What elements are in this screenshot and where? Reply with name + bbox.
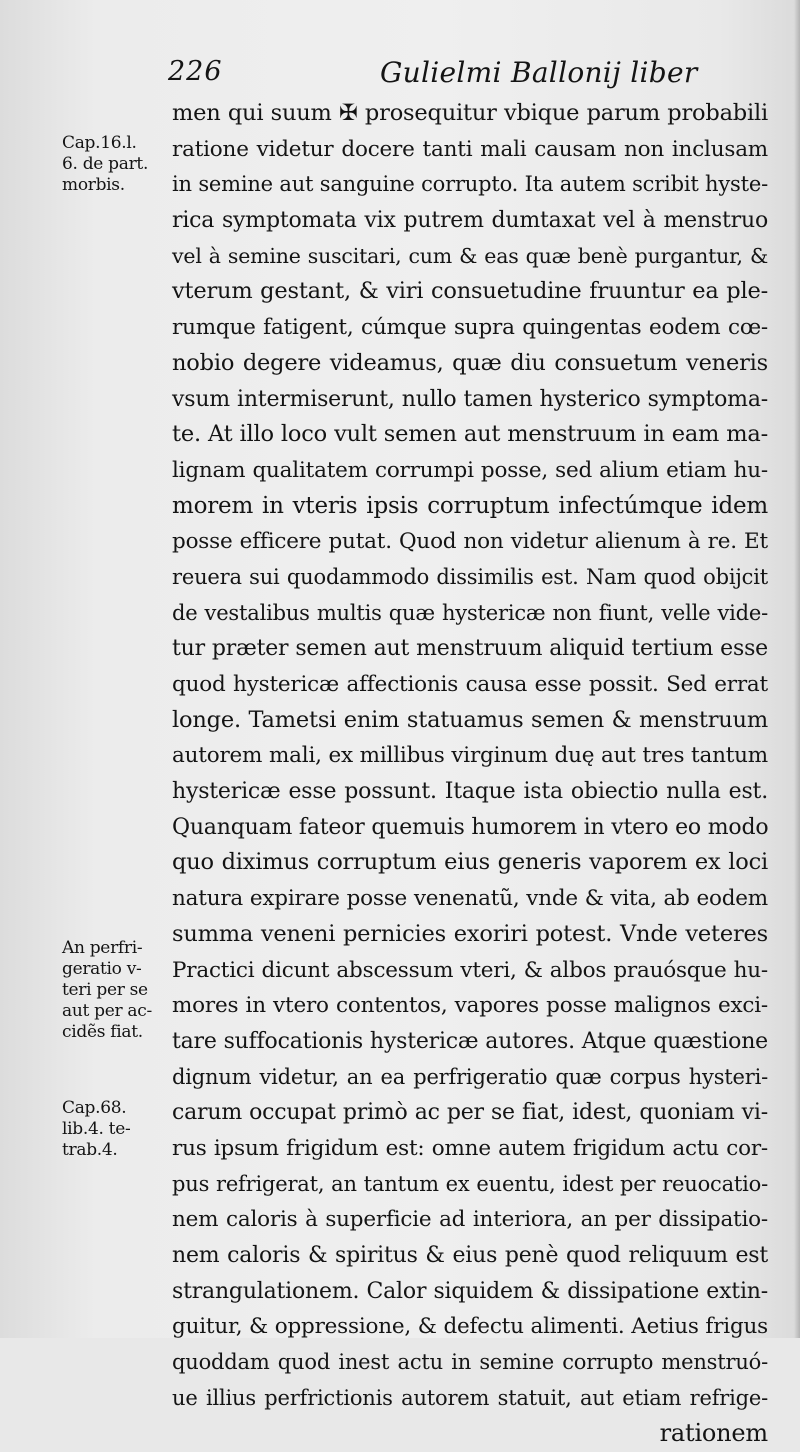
text-line: tare suffocationis hystericæ autores. Atque quæstione <box>172 1028 768 1054</box>
text-line: longe. Tametsi enim statuamus semen & menstruum <box>172 706 768 733</box>
body-text <box>172 96 768 1452</box>
text-line: in semine aut sanguine corrupto. Ita autem scribit hyste- <box>172 172 768 197</box>
text-line: posse efficere putat. Quod non videtur alienum à re. Et <box>172 529 768 555</box>
text-line: pus refrigerat, an tantum ex euentu, idest per reuocatio- <box>172 1171 768 1196</box>
running-title: Gulielmi Ballonij liber <box>380 56 698 89</box>
margin-note-line: aut per ac- <box>62 1001 152 1021</box>
text-line: tur præter semen aut menstruum aliquid tertium esse <box>172 636 768 662</box>
text-line: te. At illo loco vult semen aut menstruum in eam ma- <box>172 421 768 448</box>
text-line: Quanquam fateor quemuis humorem in vtero eo modo <box>172 814 769 840</box>
text-line: ue illius perfrictionis autorem statuit, aut etiam refrige- <box>172 1385 768 1410</box>
text-line: vterum gestant, & viri consuetudine fruuntur ea ple- <box>172 278 768 305</box>
text-line: lignam qualitatem corrumpi posse, sed alium etiam hu- <box>172 457 768 483</box>
text-line-catchword: rationem <box>659 1419 768 1448</box>
running-head <box>0 56 800 96</box>
text-line: strangulationem. Calor siquidem & dissipatione extin- <box>172 1278 768 1304</box>
margin-note-reference <box>62 133 174 196</box>
text-line: quod hystericæ affectionis causa esse possit. Sed errat <box>172 672 768 697</box>
text-line: men qui suum ✠ prosequitur vbique parum probabili <box>172 100 768 126</box>
margin-note-line: cidẽs fiat. <box>62 1022 143 1042</box>
margin-note-line: teri per se <box>62 980 148 1000</box>
text-line: autorem mali, ex millibus virginum duę aut tres tantum <box>172 743 768 769</box>
text-line: quoddam quod inest actu in semine corrupto menstruó- <box>172 1350 768 1375</box>
text-line: dignum videtur, an ea perfrigeratio quæ corpus hysteri- <box>172 1064 768 1089</box>
text-line: nobio degere videamus, quæ diu consuetum veneris <box>172 349 768 376</box>
text-line: rus ipsum frigidum est: omne autem frigidum actu cor- <box>172 1135 768 1161</box>
margin-note-line: Cap.68. <box>62 1098 127 1118</box>
text-line: guitur, & oppressione, & defectu alimenti. Aetius frigus <box>172 1314 768 1340</box>
text-line: carum occupat primò ac per se fiat, idest, quoniam vi- <box>172 1100 768 1126</box>
margin-note-line: An perfri- <box>62 938 143 958</box>
text-line: reuera sui quodammodo dissimilis est. Nam quod obijcit <box>172 564 768 589</box>
margin-note-line: geratio v- <box>62 959 142 979</box>
text-line: vsum intermiserunt, nullo tamen hysterico symptoma- <box>172 386 768 412</box>
text-line: quo diximus corruptum eius generis vaporem ex loci <box>172 849 768 876</box>
text-line: natura expirare posse venenatũ, vnde & vita, ab eodem <box>172 886 768 912</box>
text-line: ratione videtur docere tanti mali causam non inclusam <box>172 136 768 162</box>
margin-note-line: Cap.16.l. <box>62 133 137 153</box>
text-line: rica symptomata vix putrem dumtaxat vel à menstruo <box>172 208 768 234</box>
text-line: mores in vtero contentos, vapores posse malignos exci- <box>172 993 768 1019</box>
page-edge-shadow <box>794 0 800 1338</box>
text-line: nem caloris & spiritus & eius penè quod reliquum est <box>172 1243 768 1268</box>
text-line: rumque fatigent, cúmque supra quingentas eodem cœ- <box>172 315 768 341</box>
margin-note-line: morbis. <box>62 175 125 195</box>
page-number: 226 <box>168 56 223 87</box>
margin-note-aetius <box>62 1098 174 1161</box>
margin-note-line: 6. de part. <box>62 154 149 174</box>
text-line: Practici dicunt abscessum vteri, & albos prauósque hu- <box>172 957 768 983</box>
text-line: summa veneni pernicies exoriri potest. Vnde veteres <box>172 920 768 947</box>
margin-note-line: lib.4. te- <box>62 1119 131 1139</box>
text-line: vel à semine suscitari, cum & eas quæ benè purgantur, & <box>172 243 768 268</box>
text-line: morem in vteris ipsis corruptum infectúmque idem <box>172 492 768 519</box>
margin-note-line: trab.4. <box>62 1140 118 1160</box>
margin-note-question <box>62 938 174 1043</box>
text-line: hystericæ esse possunt. Itaque ista obiectio nulla est. <box>172 779 768 805</box>
text-line: de vestalibus multis quæ hystericæ non fiunt, velle vide- <box>172 600 768 625</box>
text-line: nem caloris à superficie ad interiora, an per dissipatio- <box>172 1207 768 1233</box>
